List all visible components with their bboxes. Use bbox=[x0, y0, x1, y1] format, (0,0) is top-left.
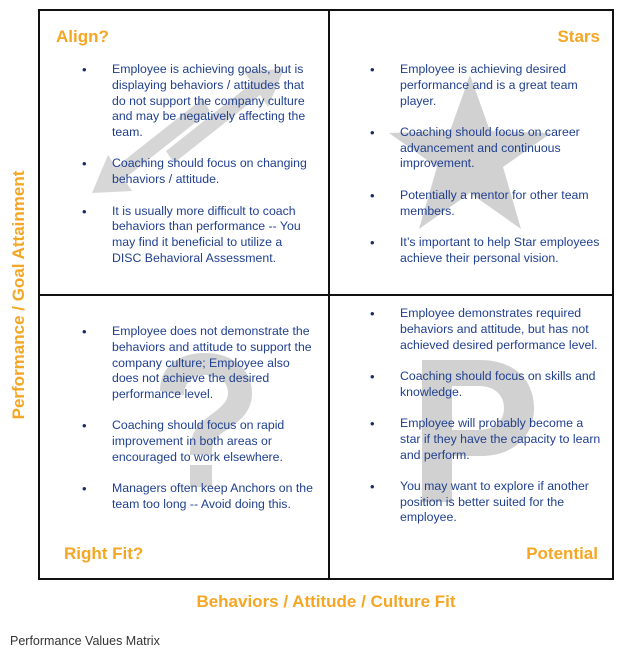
quadrant-title-align: Align? bbox=[56, 27, 109, 46]
list-item: • You may want to explore if another position is better suited for the employee. bbox=[370, 479, 602, 526]
figure-caption: Performance Values Matrix bbox=[10, 634, 160, 648]
x-axis-label: Behaviors / Attitude / Culture Fit bbox=[196, 592, 456, 611]
quadrant-right-fit bbox=[40, 296, 328, 578]
quadrant-title-right-fit: Right Fit? bbox=[64, 544, 144, 563]
list-item: • Employee does not demonstrate the behaviors and attitude to support the company culture; Employee also does not achieve the desired performance level. bbox=[82, 324, 314, 403]
list-item: • It’s important to help Star employees achieve their personal vision. bbox=[370, 235, 602, 267]
list-item: • Employee demonstrates required behaviors and attitude, but has not achieved desired performance level. bbox=[370, 306, 602, 353]
quadrant-stars bbox=[330, 11, 612, 294]
quadrant-potential bbox=[330, 296, 612, 578]
performance-values-matrix bbox=[38, 9, 614, 580]
quadrant-title-potential: Potential bbox=[526, 544, 598, 563]
y-axis-label: Performance / Goal Attainment bbox=[9, 170, 28, 420]
list-item: • Employee is achieving desired performance and is a great team player. bbox=[370, 62, 602, 109]
list-item: • Managers often keep Anchors on the team too long -- Avoid doing this. bbox=[82, 481, 314, 513]
bullet-list-right-fit bbox=[82, 324, 314, 528]
quadrant-align bbox=[40, 11, 328, 294]
bullet-list-potential bbox=[370, 306, 602, 542]
list-item: • It is usually more difficult to coach behaviors than performance -- You may find it beneficial to utilize a DISC Behavioral Assessment. bbox=[82, 204, 314, 267]
list-item: • Potentially a mentor for other team members. bbox=[370, 188, 602, 220]
list-item: • Employee will probably become a star if they have the capacity to learn and perform. bbox=[370, 416, 602, 463]
list-item: • Coaching should focus on career advancement and continuous improvement. bbox=[370, 125, 602, 172]
list-item: • Coaching should focus on skills and knowledge. bbox=[370, 369, 602, 401]
bullet-list-align bbox=[82, 62, 314, 282]
bullet-list-stars bbox=[370, 62, 602, 282]
list-item: • Employee is achieving goals, but is displaying behaviors / attitudes that do not support the company culture and may be negatively affecting the team. bbox=[82, 62, 314, 141]
quadrant-title-stars: Stars bbox=[557, 27, 600, 46]
list-item: • Coaching should focus on rapid improvement in both areas or encouraged to work elsewhere. bbox=[82, 418, 314, 465]
list-item: • Coaching should focus on changing behaviors / attitude. bbox=[82, 156, 314, 188]
